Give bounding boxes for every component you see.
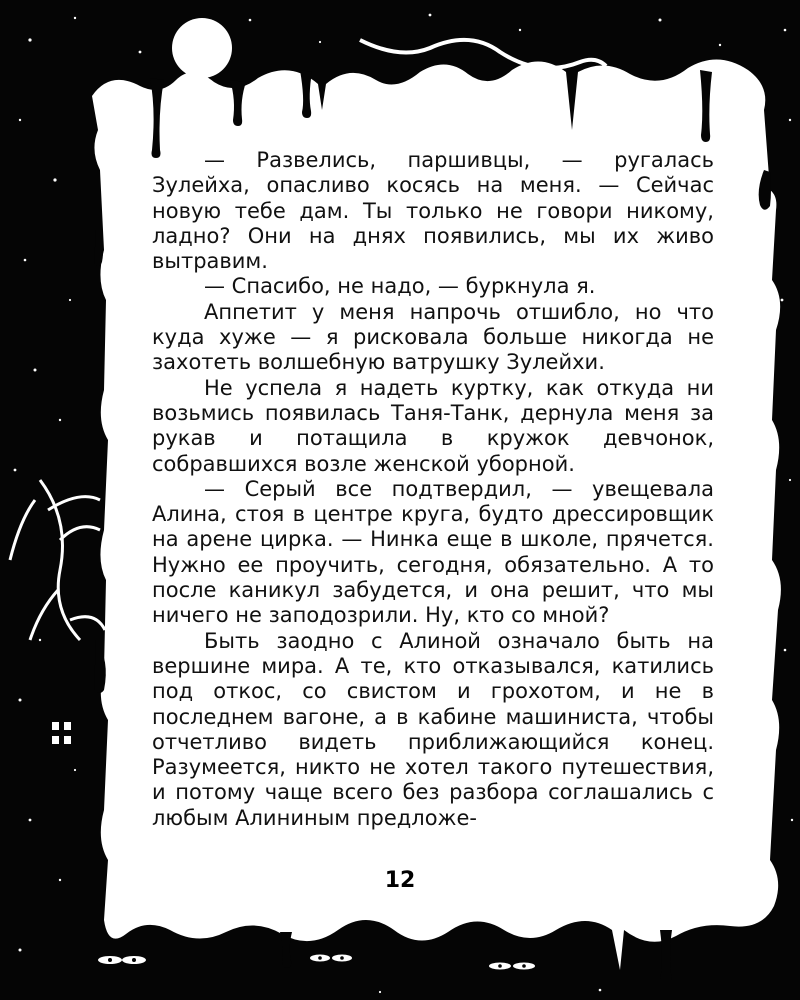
moon-icon — [172, 18, 232, 78]
window-decoration — [52, 722, 71, 744]
snake-decoration — [360, 40, 606, 68]
paragraph: — Серый все подтвердил, — увещевала Алина, стоя в центре круга, будто дрессировщик на арене цирка. — Нинка еще в школе, прячется. Нужно ее проучить, сегодня, обязательно. А то после каникул забудется, и она решит, что мы ничего не заподозрили. Ну, кто со мной? — [152, 476, 714, 628]
paragraph: Быть заодно с Алиной означало быть на вершине мира. А те, кто отказывался, катились под откос, со свистом и грохотом, и не в последнем вагоне, а в кабине машиниста, чтобы отчетливо видеть приближающийся конец. Разумеется, никто не хотел такого путешествия, и потому чаще всего без разбора соглашались с любым Алининым предложе- — [152, 628, 714, 830]
paragraph: — Спасибо, не надо, — буркнула я. — [204, 274, 596, 299]
eyes-decoration — [98, 955, 535, 970]
paragraph: Аппетит у меня напрочь отшибло, но что куда хуже — я рисковала больше никогда не захотеть волшебную ватрушку Зулейхи. — [152, 299, 714, 375]
page-body-text — [152, 148, 714, 831]
page-number: 12 — [384, 868, 416, 893]
paragraph: Не успела я надеть куртку, как откуда ни возьмись появилась Таня-Танк, дернула меня за рукав и потащила в кружок девчонок, собравшихся возле женской уборной. — [152, 375, 714, 476]
tree-branches-decoration — [10, 480, 105, 640]
paragraph: — Развелись, паршивцы, — ругалась Зулейха, опасливо косясь на меня. — Сейчас новую тебе дам. Ты только не говори никому, ладно? Они на днях появились, мы их живо вытравим. — [152, 148, 714, 274]
